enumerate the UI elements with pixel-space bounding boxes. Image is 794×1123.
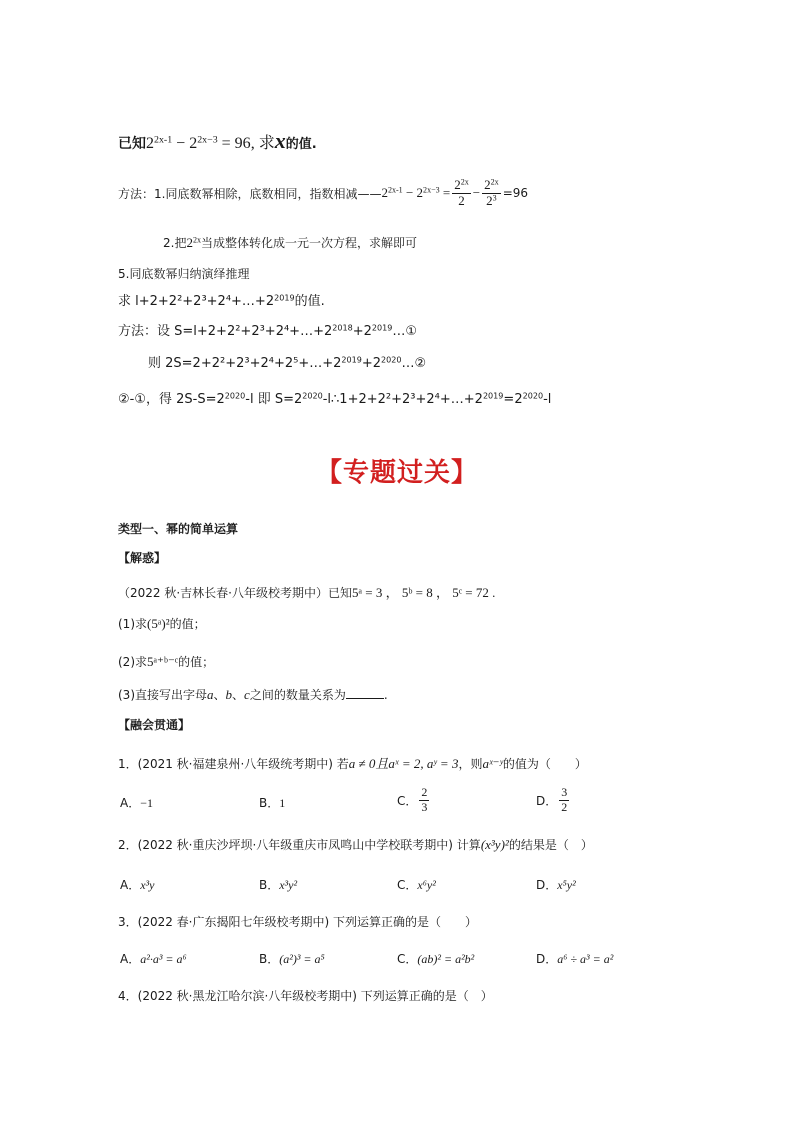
type1-title: 类型一、幂的简单运算 [118,522,239,536]
type1-q3: (3)直接写出字母a、b、c之间的数量关系为 . [118,687,388,702]
section5-title: 5.同底数幂归纳演绎推理 [118,267,250,281]
question-2-option-c[interactable]: C．x⁶y² [397,878,436,892]
fraction-1: $\frac{2^{2x}}{2}$ [454,176,469,208]
section-banner-title: 【专题过关】 [315,458,478,488]
jiehuo-label: 【解惑】 [118,551,167,565]
rongtong-label: 【融会贯通】 [118,718,191,732]
question-2-option-b[interactable]: B．x³y² [259,878,298,892]
question-4-stem: 4．(2022 秋·黑龙江哈尔滨·八年级校考期中) 下列运算正确的是（ ） [118,989,493,1003]
answer-blank[interactable] [346,686,384,699]
type1-given: 5ᵃ = 3 ， 5ᵇ = 8 ， 5ᶜ = 72 . [351,585,496,600]
type1-q1: (1)求(5ᵃ)²的值； [118,616,206,631]
question-3-option-c[interactable]: C．(ab)² = a²b² [397,952,475,966]
question-3-stem: 3．(2022 春·广东揭阳七年级校考期中) 下列运算正确的是（ ） [118,915,477,929]
question-1-option-b[interactable]: B．1 [259,796,286,810]
question-1-stem: 1．(2021 秋·福建泉州·八年级统考期中) 若a ≠ 0且aˣ = 2, aʸ = 3，则aˣ⁻ʸ的值为（ ） [118,756,587,771]
question-2-option-a[interactable]: A．x³y [120,878,155,892]
intro-known-label: 已知 [118,136,146,152]
question-1-option-a[interactable]: A．−1 [120,796,153,810]
fraction-2: $\frac{2^{2x}}{2^3}$ [484,176,499,208]
intro-step2: 2.把$2^{2x}$当成整体转化成一元一次方程，求解即可 [163,235,418,250]
circle-marker-1: ① [405,324,418,339]
circle-marker-2: ② [414,356,427,371]
question-3-option-a[interactable]: A．a²·a³ = a⁶ [120,952,187,966]
section5-question: 求 $l+2+2^2+2^3+2^4+\dots+2^{2019}$的值. [118,293,325,309]
intro-equation: $2^{2x-1} - 2^{2x-3} = 96$ [146,134,251,152]
section5-conclusion: ②-①，得 $2S-S=2^{2020}-l$ 即 $S=2^{2020}-l\therefore 1+2+2^2+2^3+2^4+\dots+2^{2019}=2^{2020}-l$ [118,391,552,407]
intro-var-x: x [274,128,286,153]
section5-method: 方法：设 $S=l+2+2^2+2^3+2^4+\dots+2^{2018}+2^{2019}\dots ①$ [118,323,418,339]
question-2-stem: 2．(2022 秋·重庆沙坪坝·八年级重庆市凤鸣山中学校联考期中) 计算(x³y)²的结果是（ ） [118,837,593,852]
type1-source: （2022 秋·吉林长春·八年级校考期中）已知5ᵃ = 3 ， 5ᵇ = 8 ， 5ᶜ = 72 . [118,585,496,600]
intro-method: 方法：1.同底数幂相除，底数相同，指数相减—— $2^{2x-1} - 2^{2x-3}$ = $\frac{2^{2x}}{2}$ − $\frac{2^{2x}}{2^3}$ =96 [118,176,529,208]
question-2-option-d[interactable]: D．x⁵y² [536,878,576,892]
question-3-option-d[interactable]: D．a⁶ ÷ a³ = a² [536,952,614,966]
intro-problem: 已知$2^{2x-1} - 2^{2x-3} = 96$, 求x的值. [118,128,317,153]
question-3-option-b[interactable]: B．(a²)³ = a⁵ [259,952,325,966]
section5-then: 则 $2S=2+2^2+2^3+2^4+2^5+\dots+2^{2019}+2^{2020}\dots ②$ [148,355,427,371]
question-1-option-d[interactable]: D． $\frac{3}{2}$ [536,785,568,814]
question-1-option-c[interactable]: C． $\frac{2}{3}$ [397,785,428,814]
type1-q2: (2)求5ᵃ⁺ᵇ⁻ᶜ的值； [118,654,215,669]
